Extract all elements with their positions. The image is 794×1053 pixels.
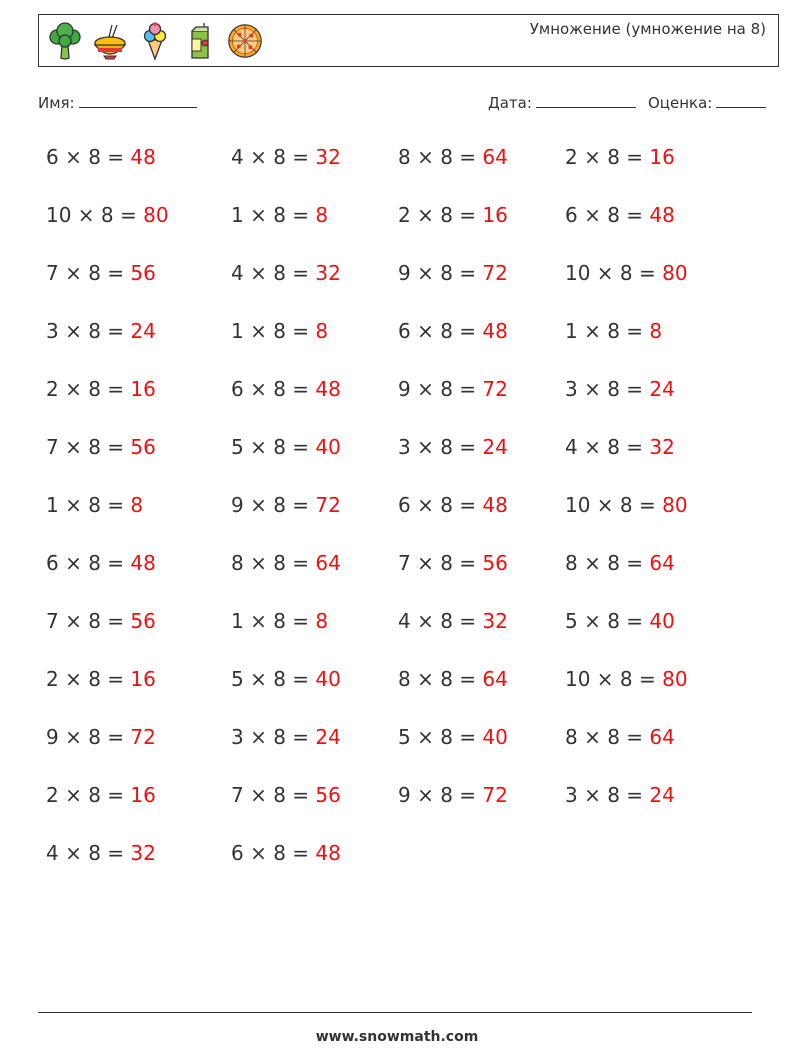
problem-item bbox=[398, 203, 508, 227]
problem-expression: 3 × 8 = bbox=[46, 319, 131, 343]
problem-item bbox=[46, 319, 156, 343]
problem-item bbox=[565, 783, 675, 807]
problem-expression: 9 × 8 = bbox=[46, 725, 131, 749]
problem-expression: 1 × 8 = bbox=[565, 319, 650, 343]
footer-url: www.snowmath.com bbox=[315, 1029, 479, 1045]
problem-expression: 5 × 8 = bbox=[231, 435, 316, 459]
grade-field bbox=[648, 93, 766, 112]
problem-answer: 56 bbox=[130, 261, 156, 285]
problem-item bbox=[46, 783, 156, 807]
problem-expression: 1 × 8 = bbox=[46, 493, 131, 517]
problem-item bbox=[46, 261, 156, 285]
problem-expression: 8 × 8 = bbox=[231, 551, 316, 575]
problem-expression: 6 × 8 = bbox=[231, 841, 316, 865]
problem-answer: 32 bbox=[315, 145, 341, 169]
problem-expression: 8 × 8 = bbox=[565, 551, 650, 575]
problem-answer: 24 bbox=[315, 725, 341, 749]
problem-answer: 16 bbox=[130, 377, 156, 401]
problem-expression: 2 × 8 = bbox=[398, 203, 483, 227]
problem-expression: 7 × 8 = bbox=[398, 551, 483, 575]
problem-answer: 24 bbox=[649, 377, 675, 401]
problem-item bbox=[398, 725, 508, 749]
problem-expression: 3 × 8 = bbox=[565, 783, 650, 807]
problem-answer: 64 bbox=[649, 725, 675, 749]
problem-item bbox=[398, 609, 508, 633]
broccoli-icon bbox=[47, 21, 83, 61]
problem-expression: 5 × 8 = bbox=[565, 609, 650, 633]
problem-item bbox=[46, 435, 156, 459]
problem-expression: 9 × 8 = bbox=[231, 493, 316, 517]
problem-item bbox=[398, 319, 508, 343]
problem-answer: 64 bbox=[482, 667, 508, 691]
problem-item bbox=[46, 377, 156, 401]
problem-item bbox=[46, 145, 156, 169]
problem-answer: 72 bbox=[315, 493, 341, 517]
problem-expression: 5 × 8 = bbox=[398, 725, 483, 749]
problem-item bbox=[565, 609, 675, 633]
problem-expression: 9 × 8 = bbox=[398, 377, 483, 401]
problem-item bbox=[46, 667, 156, 691]
problem-expression: 10 × 8 = bbox=[565, 493, 663, 517]
problem-item bbox=[398, 261, 508, 285]
problem-answer: 32 bbox=[482, 609, 508, 633]
problem-expression: 1 × 8 = bbox=[231, 609, 316, 633]
problem-answer: 24 bbox=[649, 783, 675, 807]
problem-answer: 64 bbox=[482, 145, 508, 169]
problem-expression: 7 × 8 = bbox=[46, 261, 131, 285]
problem-item bbox=[231, 203, 328, 227]
problem-answer: 80 bbox=[662, 493, 688, 517]
header-icons bbox=[47, 21, 263, 61]
problem-expression: 4 × 8 = bbox=[398, 609, 483, 633]
problem-answer: 8 bbox=[649, 319, 663, 343]
problem-answer: 72 bbox=[130, 725, 156, 749]
problem-answer: 48 bbox=[482, 493, 508, 517]
problem-expression: 10 × 8 = bbox=[46, 203, 144, 227]
problem-expression: 8 × 8 = bbox=[398, 145, 483, 169]
problem-answer: 48 bbox=[130, 551, 156, 575]
problem-item bbox=[398, 145, 508, 169]
problem-expression: 4 × 8 = bbox=[46, 841, 131, 865]
problem-answer: 16 bbox=[482, 203, 508, 227]
problem-item bbox=[231, 377, 341, 401]
problem-answer: 56 bbox=[130, 609, 156, 633]
problem-answer: 24 bbox=[130, 319, 156, 343]
worksheet-title: Умножение (умножение на 8) bbox=[529, 20, 766, 38]
problem-answer: 56 bbox=[130, 435, 156, 459]
problem-item bbox=[231, 435, 341, 459]
problem-answer: 40 bbox=[315, 435, 341, 459]
problem-answer: 48 bbox=[649, 203, 675, 227]
problem-answer: 48 bbox=[130, 145, 156, 169]
problem-item bbox=[231, 145, 341, 169]
problem-item bbox=[231, 609, 328, 633]
problem-item bbox=[565, 203, 675, 227]
footer-divider bbox=[38, 1012, 752, 1013]
problem-expression: 2 × 8 = bbox=[46, 377, 131, 401]
problem-item bbox=[398, 493, 508, 517]
problem-item bbox=[46, 609, 156, 633]
problem-expression: 10 × 8 = bbox=[565, 261, 663, 285]
problem-answer: 64 bbox=[649, 551, 675, 575]
problem-answer: 40 bbox=[482, 725, 508, 749]
problem-expression: 1 × 8 = bbox=[231, 319, 316, 343]
problem-answer: 24 bbox=[482, 435, 508, 459]
problem-expression: 7 × 8 = bbox=[231, 783, 316, 807]
problem-answer: 48 bbox=[482, 319, 508, 343]
name-field bbox=[38, 93, 197, 112]
problem-answer: 48 bbox=[315, 377, 341, 401]
problem-item bbox=[46, 203, 169, 227]
name-label: Имя: bbox=[38, 94, 75, 112]
problem-item bbox=[231, 667, 341, 691]
problem-item bbox=[398, 667, 508, 691]
problem-item bbox=[231, 783, 341, 807]
problem-answer: 72 bbox=[482, 261, 508, 285]
problem-item bbox=[565, 319, 662, 343]
problem-expression: 7 × 8 = bbox=[46, 435, 131, 459]
problem-item bbox=[46, 493, 143, 517]
problem-item bbox=[398, 435, 508, 459]
problem-answer: 16 bbox=[649, 145, 675, 169]
problem-item bbox=[565, 145, 675, 169]
problem-answer: 32 bbox=[130, 841, 156, 865]
problem-answer: 8 bbox=[130, 493, 144, 517]
ice-cream-icon bbox=[137, 21, 173, 61]
problem-item bbox=[565, 493, 688, 517]
problem-item bbox=[398, 783, 508, 807]
problem-item bbox=[565, 377, 675, 401]
date-label: Дата: bbox=[488, 94, 532, 112]
problem-item bbox=[565, 435, 675, 459]
problem-answer: 8 bbox=[315, 203, 329, 227]
problem-expression: 5 × 8 = bbox=[231, 667, 316, 691]
problem-expression: 10 × 8 = bbox=[565, 667, 663, 691]
problem-expression: 2 × 8 = bbox=[565, 145, 650, 169]
problem-item bbox=[398, 377, 508, 401]
problem-expression: 4 × 8 = bbox=[565, 435, 650, 459]
problem-expression: 6 × 8 = bbox=[231, 377, 316, 401]
problem-expression: 4 × 8 = bbox=[231, 145, 316, 169]
problem-answer: 8 bbox=[315, 319, 329, 343]
problem-expression: 8 × 8 = bbox=[565, 725, 650, 749]
grade-line[interactable] bbox=[716, 93, 766, 108]
problem-item bbox=[46, 841, 156, 865]
name-line[interactable] bbox=[79, 93, 197, 108]
problem-item bbox=[231, 841, 341, 865]
problem-item bbox=[231, 725, 341, 749]
noodle-bowl-icon bbox=[92, 21, 128, 61]
problem-item bbox=[231, 319, 328, 343]
problem-item bbox=[565, 667, 688, 691]
problem-answer: 72 bbox=[482, 783, 508, 807]
problem-expression: 6 × 8 = bbox=[398, 319, 483, 343]
problem-answer: 16 bbox=[130, 783, 156, 807]
problem-expression: 4 × 8 = bbox=[231, 261, 316, 285]
problem-answer: 56 bbox=[482, 551, 508, 575]
problem-answer: 80 bbox=[662, 667, 688, 691]
juice-box-icon bbox=[182, 21, 218, 61]
problem-item bbox=[565, 551, 675, 575]
problem-answer: 80 bbox=[662, 261, 688, 285]
problem-answer: 40 bbox=[649, 609, 675, 633]
problem-expression: 6 × 8 = bbox=[46, 145, 131, 169]
problem-expression: 2 × 8 = bbox=[46, 667, 131, 691]
problem-item bbox=[46, 551, 156, 575]
problem-item bbox=[398, 551, 508, 575]
problem-expression: 8 × 8 = bbox=[398, 667, 483, 691]
problem-answer: 56 bbox=[315, 783, 341, 807]
problem-answer: 48 bbox=[315, 841, 341, 865]
problem-item bbox=[231, 261, 341, 285]
date-line[interactable] bbox=[536, 93, 636, 108]
problem-item bbox=[231, 493, 341, 517]
problem-answer: 72 bbox=[482, 377, 508, 401]
problem-expression: 3 × 8 = bbox=[565, 377, 650, 401]
problem-expression: 9 × 8 = bbox=[398, 261, 483, 285]
problem-item bbox=[565, 725, 675, 749]
problem-expression: 6 × 8 = bbox=[46, 551, 131, 575]
problem-expression: 6 × 8 = bbox=[398, 493, 483, 517]
pizza-icon bbox=[227, 21, 263, 61]
problem-expression: 3 × 8 = bbox=[398, 435, 483, 459]
problem-item bbox=[231, 551, 341, 575]
problem-answer: 64 bbox=[315, 551, 341, 575]
problem-expression: 2 × 8 = bbox=[46, 783, 131, 807]
problem-item bbox=[565, 261, 688, 285]
problem-answer: 40 bbox=[315, 667, 341, 691]
problem-expression: 6 × 8 = bbox=[565, 203, 650, 227]
grade-label: Оценка: bbox=[648, 94, 713, 112]
problem-answer: 32 bbox=[649, 435, 675, 459]
problem-expression: 7 × 8 = bbox=[46, 609, 131, 633]
worksheet-header bbox=[38, 14, 779, 67]
problem-answer: 80 bbox=[143, 203, 169, 227]
problem-answer: 16 bbox=[130, 667, 156, 691]
problem-answer: 8 bbox=[315, 609, 329, 633]
problem-expression: 1 × 8 = bbox=[231, 203, 316, 227]
date-field bbox=[488, 93, 636, 112]
problem-answer: 32 bbox=[315, 261, 341, 285]
problem-expression: 9 × 8 = bbox=[398, 783, 483, 807]
problem-expression: 3 × 8 = bbox=[231, 725, 316, 749]
problem-item bbox=[46, 725, 156, 749]
